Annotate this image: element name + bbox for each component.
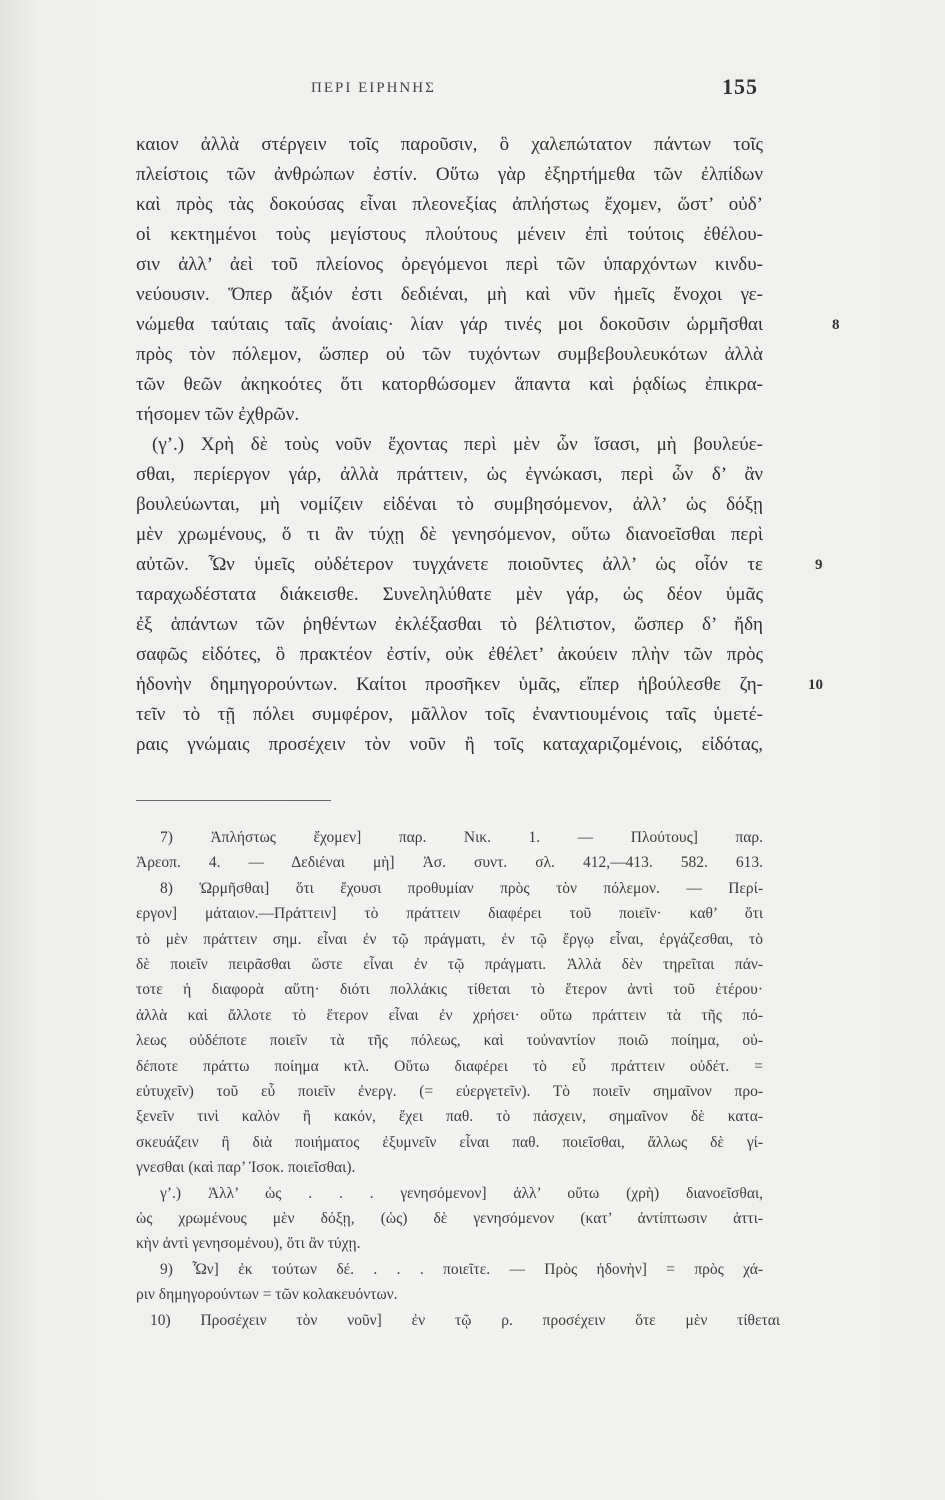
body-line: ραις γνώμαις προσέχειν τὸν νοῦν ἢ τοῖς καταχαριζομένοις, εἰδότας,: [136, 734, 763, 755]
body-line: ταραχωδέστατα διάκεισθε. Συνεληλύθατε μὲν γάρ, ὡς δέον ὑμᾶς: [136, 584, 763, 605]
body-line: (γ’.) Χρὴ δὲ τοὺς νοῦν ἔχοντας περὶ μὲν ὧν ἴσασι, μὴ βουλεύε-: [152, 434, 763, 455]
body-line: μὲν χρωμένους, ὅ τι ἂν τύχῃ δὲ γενησόμενον, οὕτω διανοεῖσθαι περὶ: [136, 524, 763, 545]
body-line: καιον ἀλλὰ στέργειν τοῖς παροῦσιν, ὃ χαλεπώτατον πάντων τοῖς: [136, 134, 763, 155]
footnote-line: τὸ μὲν πράττειν σημ. εἶναι ἐν τῷ πράγματι, ἐν τῷ ἔργῳ εἶναι, ἐργάζεσθαι, τὸ: [136, 931, 763, 948]
footnote-line: δέποτε πράττω ποίημα κτλ. Οὕτω διαφέρει τὸ εὖ πράττειν οὐδέτ. =: [136, 1058, 763, 1075]
body-line: νεύουσιν. Ὅπερ ἄξιόν ἐστι δεδιέναι, μὴ καὶ νῦν ἡμεῖς ἔνοχοι γε-: [136, 284, 763, 305]
body-line: νώμεθα ταύταις ταῖς ἀνοίαις· λίαν γάρ τινές μοι δοκοῦσιν ὡρμῆσθαι: [136, 314, 763, 335]
footnote-line: γνεσθαι (καὶ παρ’ Ἰσοκ. ποιεῖσθαι).: [136, 1159, 356, 1176]
footnote-line: ξενεῖν τινὶ καλὸν ἢ κακόν, ἔχει παθ. τὸ πάσχειν, σημαῖνον δὲ κατα-: [136, 1108, 763, 1125]
footnote-line: τοτε ἡ διαφορὰ αὕτη· διότι πολλάκις τίθεται τὸ ἕτερον ἀντὶ τοῦ ἑτέρου·: [136, 981, 763, 998]
margin-section-number: 10: [808, 677, 823, 693]
footnote-line: δὲ ποιεῖν πειρᾶσθαι ὥστε εἶναι ἐν τῷ πράγματι. Ἀλλὰ δὲν τηρεῖται πάν-: [136, 956, 763, 973]
body-line: σαφῶς εἰδότες, ὃ πρακτέον ἐστίν, οὐκ ἐθέλετ’ ἀκούειν πλὴν τῶν πρὸς: [136, 644, 763, 665]
body-line: πρὸς τὸν πόλεμον, ὥσπερ οὐ τῶν τυχόντων συμβεβουλευκότων ἀλλὰ: [136, 344, 763, 365]
footnote-line: ὡς χρωμένους μὲν δόξῃ, (ὡς) δὲ γενησόμενον (κατ’ ἀντίπτωσιν ἀττι-: [136, 1210, 763, 1227]
body-line: βουλεύωνται, μὴ νομίζειν εἰδέναι τὸ συμβησόμενον, ἀλλ’ ὡς δόξῃ: [136, 494, 763, 515]
footnote-line: ἀλλὰ καὶ ἄλλοτε τὸ ἕτερον εἶναι ἐν χρήσει· οὕτω πράττειν τὰ τῆς πό-: [136, 1007, 763, 1024]
body-line: σθαι, περίεργον γάρ, ἀλλὰ πράττειν, ὡς ἐγνώκασι, περὶ ὧν δ’ ἂν: [136, 464, 763, 485]
footnote-line: Ἀρεοπ. 4. — Δεδιέναι μὴ] Ἀσ. συντ. σλ. 412,—413. 582. 613.: [136, 854, 763, 871]
margin-section-number: 9: [815, 557, 823, 573]
body-line: τῶν θεῶν ἀκηκοότες ὅτι κατορθώσομεν ἅπαντα καὶ ῥᾳδίως ἐπικρα-: [136, 374, 763, 395]
body-line: ἐξ ἁπάντων τῶν ῥηθέντων ἐκλέξασθαι τὸ βέλτιστον, ὥσπερ δ’ ἤδη: [136, 614, 763, 635]
body-line: αὐτῶν. Ὧν ὑμεῖς οὐδέτερον τυγχάνετε ποιοῦντες ἀλλ’ ὡς οἷόν τε: [136, 554, 763, 575]
footnote-separator: [136, 800, 331, 801]
page-number: 155: [722, 74, 758, 99]
footnote-line: εὐτυχεῖν) τοῦ εὖ ποιεῖν ἐνεργ. (= εὐεργετεῖν). Τὸ ποιεῖν σημαῖνον προ-: [136, 1083, 763, 1100]
body-line: τεῖν τὸ τῇ πόλει συμφέρον, μᾶλλον τοῖς ἐναντιουμένοις ταῖς ὑμετέ-: [136, 704, 763, 725]
footnote-line: 7) Ἀπλήστως ἔχομεν] παρ. Νικ. 1. — Πλούτους] παρ.: [160, 829, 763, 846]
footnote-line: κὴν ἀντὶ γενησομένου), ὅτι ἂν τύχῃ.: [136, 1235, 361, 1252]
footnote-line: 10) Προσέχειν τὸν νοῦν] ἐν τῷ ρ. προσέχειν ὅτε μὲν τίθεται: [150, 1312, 780, 1329]
body-line: ἡδονὴν δημηγορούντων. Καίτοι προσῆκεν ὑμᾶς, εἴπερ ἠβούλεσθε ζη-: [136, 674, 763, 695]
body-line: σιν ἀλλ’ ἀεὶ τοῦ πλείονος ὀρεγόμενοι περὶ τῶν ὑπαρχόντων κινδυ-: [136, 254, 763, 275]
body-line: τήσομεν τῶν ἐχθρῶν.: [136, 404, 300, 425]
body-line: πλείστοις τῶν ἀνθρώπων ἐστίν. Οὕτω γὰρ ἐξηρτήμεθα τῶν ἐλπίδων: [136, 164, 763, 185]
footnote-line: σκευάζειν ἢ διὰ ποιήματος ἐξυμνεῖν εἶναι παθ. ποιεῖσθαι, ἄλλως δὲ γί-: [136, 1134, 763, 1151]
running-title: ΠΕΡΙ ΕΙΡΗΝΗΣ: [311, 80, 436, 96]
footnote-line: εργον] μάταιον.—Πράττειν] τὸ πράττειν διαφέρει τοῦ ποιεῖν· καθ’ ὅτι: [136, 905, 763, 922]
footnote-line: ριν δημηγορούντων = τῶν κολακευόντων.: [136, 1286, 398, 1303]
body-line: οἱ κεκτημένοι τοὺς μεγίστους πλούτους μένειν ἐπὶ τούτοις ἐθέλου-: [136, 224, 763, 245]
margin-section-number: 8: [832, 317, 840, 333]
footnote-line: λεως οὐδέποτε ποιεῖν τὰ τῆς πόλεως, καὶ τοὐναντίον ποιῶ ποίημα, οὐ-: [136, 1032, 763, 1049]
footnote-line: 9) Ὧν] ἐκ τούτων δέ. . . . ποιεῖτε. — Πρὸς ἡδονὴν] = πρὸς χά-: [160, 1261, 763, 1278]
body-line: καὶ πρὸς τὰς δοκούσας εἶναι πλεονεξίας ἀπλήστως ἔχομεν, ὥστ’ οὐδ’: [136, 194, 763, 215]
footnote-line: 8) Ὡρμῆσθαι] ὅτι ἔχουσι προθυμίαν πρὸς τὸν πόλεμον. — Περί-: [160, 880, 763, 897]
footnote-line: γ’.) Ἀλλ’ ὡς . . . γενησόμενον] ἀλλ’ οὕτω (χρὴ) διανοεῖσθαι,: [160, 1185, 763, 1202]
